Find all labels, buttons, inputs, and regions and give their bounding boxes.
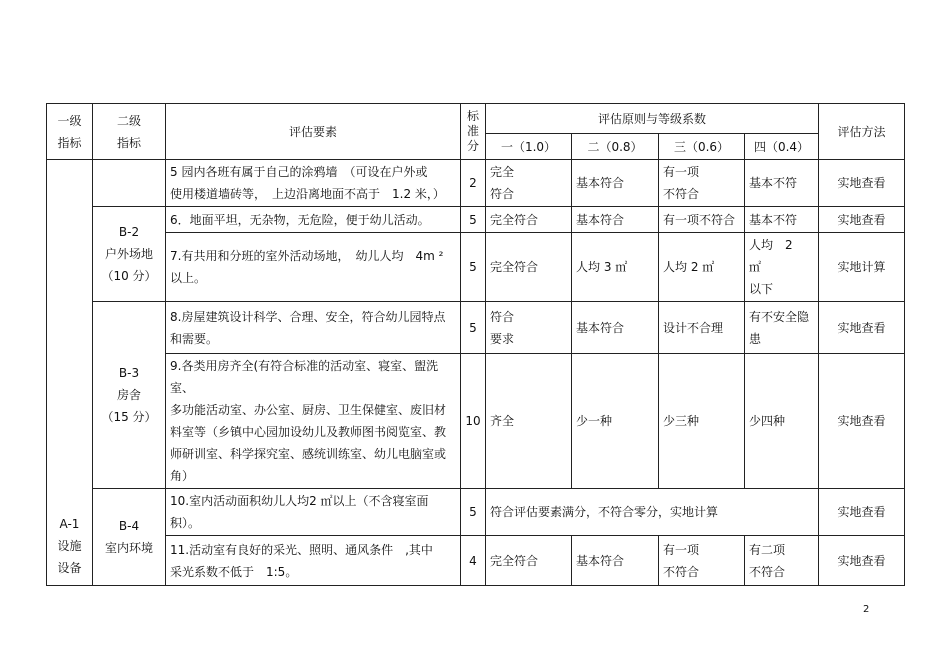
score-cell: 10 — [461, 354, 486, 489]
grade3-cell: 设计不合理 — [659, 302, 745, 354]
grade3-cell: 人均 2 ㎡ — [659, 233, 745, 302]
element-text: 师研训室、科学探究室、感统训练室、幼儿电脑室或 — [170, 447, 447, 461]
element-text: 8.房屋建筑设计科学、合理、安全，符合幼儿园特点 — [170, 309, 446, 324]
element-text: 采光系数不低于 1:5。 — [170, 564, 298, 579]
grade-text: 要求 — [490, 331, 515, 346]
method-cell: 实地查看 — [819, 160, 905, 207]
group-text: 户外场地 — [104, 247, 153, 261]
header-elements: 评估要素 — [166, 104, 461, 160]
grade2-cell: 基本符合 — [572, 536, 659, 586]
element-cell — [166, 233, 461, 302]
header-method: 评估方法 — [819, 104, 905, 160]
grade3-cell: 少三种 — [659, 354, 745, 489]
group-text: （10 分） — [101, 269, 157, 283]
grade2-cell: 基本符合 — [572, 302, 659, 354]
header-grade-4: 四（0.4） — [745, 134, 819, 160]
level2-cell-b4 — [93, 489, 166, 586]
element-cell — [166, 536, 461, 586]
header-principles: 评估原则与等级系数 — [486, 104, 819, 134]
method-cell: 实地计算 — [819, 233, 905, 302]
score-cell: 5 — [461, 207, 486, 233]
method-cell: 实地查看 — [819, 489, 905, 536]
element-text: 角） — [170, 469, 195, 483]
grade4-cell — [745, 302, 819, 354]
grade4-cell: 基本不符 — [745, 160, 819, 207]
method-cell: 实地查看 — [819, 354, 905, 489]
header-text: 一级 — [57, 113, 82, 128]
element-cell — [166, 354, 461, 489]
level2-cell-empty — [93, 160, 166, 207]
group-text: （15 分） — [101, 410, 157, 424]
page-number: 2 — [863, 604, 870, 615]
element-cell — [166, 302, 461, 354]
grade1-cell: 完全符合 — [486, 233, 572, 302]
grade-text: 人均 2 ㎡ — [749, 238, 805, 274]
header-grade-1: 一（1.0） — [486, 134, 572, 160]
group-text: 室内环境 — [104, 541, 153, 555]
score-cell: 5 — [461, 489, 486, 536]
header-text: 标 — [466, 109, 479, 123]
group-text: B-3 — [118, 366, 140, 380]
grade2-cell: 人均 3 ㎡ — [572, 233, 659, 302]
grade-text: 符合 — [490, 309, 515, 324]
element-text: 多功能活动室、办公室、厨房、卫生保健室、废旧材 — [170, 403, 447, 417]
header-text: 二级 — [116, 113, 141, 128]
element-cell: 6．地面平坦，无杂物，无危险，便于幼儿活动。 — [166, 207, 461, 233]
grade-text: 以下 — [749, 282, 774, 296]
header-text: 指标 — [116, 135, 141, 150]
grade1-cell — [486, 302, 572, 354]
element-text: 料室等（乡镇中心园加设幼儿及教师图书阅览室、教 — [170, 425, 447, 439]
grade-text: 有一项 — [663, 542, 700, 557]
element-text: 以上。 — [170, 271, 207, 285]
evaluation-table — [46, 103, 905, 586]
grade4-cell — [745, 233, 819, 302]
grade1-cell: 齐全 — [486, 354, 572, 489]
level1-cell — [47, 160, 93, 586]
score-cell: 5 — [461, 302, 486, 354]
level1-text: A-1 — [59, 517, 80, 531]
element-text: 11.活动室有良好的采光、照明、通风条件 ,其中 — [170, 542, 433, 557]
method-cell: 实地查看 — [819, 536, 905, 586]
grade1-cell: 完全符合 — [486, 536, 572, 586]
element-text: 9.各类用房齐全(有符合标准的活动室、寝室、盥洗室、 — [170, 359, 439, 395]
grade3-cell — [659, 536, 745, 586]
header-text: 准 — [466, 124, 479, 138]
grade-text: 患 — [749, 331, 762, 346]
header-score — [461, 104, 486, 160]
grade3-cell: 有一项不符合 — [659, 207, 745, 233]
merged-grade-cell: 符合评估要素满分，不符合零分，实地计算 — [486, 489, 819, 536]
group-text: B-4 — [118, 519, 140, 533]
level1-text: 设施 — [57, 539, 82, 553]
header-grade-2: 二（0.8） — [572, 134, 659, 160]
header-text: 指标 — [57, 135, 82, 150]
grade4-cell: 少四种 — [745, 354, 819, 489]
level2-cell-b3 — [93, 302, 166, 489]
grade3-cell — [659, 160, 745, 207]
element-text: 和需要。 — [170, 331, 219, 346]
grade-text: 有二项 — [749, 542, 786, 557]
level1-text: 设备 — [57, 561, 82, 575]
element-cell — [166, 160, 461, 207]
header-text: 分 — [466, 139, 479, 153]
group-text: B-2 — [118, 225, 140, 239]
header-grade-3: 三（0.6） — [659, 134, 745, 160]
score-cell: 5 — [461, 233, 486, 302]
grade-text: 符合 — [490, 187, 515, 201]
grade-text: 完全 — [490, 165, 515, 179]
element-text: 5 园内各班有属于自己的涂鸦墙 （可设在户外或 — [170, 165, 428, 179]
level2-cell-b2 — [93, 207, 166, 302]
method-cell: 实地查看 — [819, 302, 905, 354]
header-level2 — [93, 104, 166, 160]
grade1-cell — [486, 160, 572, 207]
element-text: 7.有共用和分班的室外活动场地， 幼儿人均 4m ² — [170, 249, 444, 263]
grade2-cell: 基本符合 — [572, 207, 659, 233]
grade2-cell: 基本符合 — [572, 160, 659, 207]
method-cell: 实地查看 — [819, 207, 905, 233]
grade1-cell: 完全符合 — [486, 207, 572, 233]
grade-text: 不符合 — [663, 564, 700, 579]
grade-text: 不符合 — [663, 187, 700, 201]
element-text: 使用楼道墙砖等， 上边沿离地面不高于 1.2 米，） — [170, 187, 445, 201]
grade2-cell: 少一种 — [572, 354, 659, 489]
score-cell: 4 — [461, 536, 486, 586]
grade4-cell: 基本不符 — [745, 207, 819, 233]
score-cell: 2 — [461, 160, 486, 207]
element-cell: 10.室内活动面积幼儿人均2 ㎡以上（不含寝室面积）。 — [166, 489, 461, 536]
header-level1 — [47, 104, 93, 160]
group-text: 房舍 — [116, 388, 141, 402]
grade-text: 不符合 — [749, 564, 786, 579]
grade4-cell — [745, 536, 819, 586]
grade-text: 有一项 — [663, 165, 700, 179]
grade-text: 有不安全隐 — [749, 309, 810, 324]
